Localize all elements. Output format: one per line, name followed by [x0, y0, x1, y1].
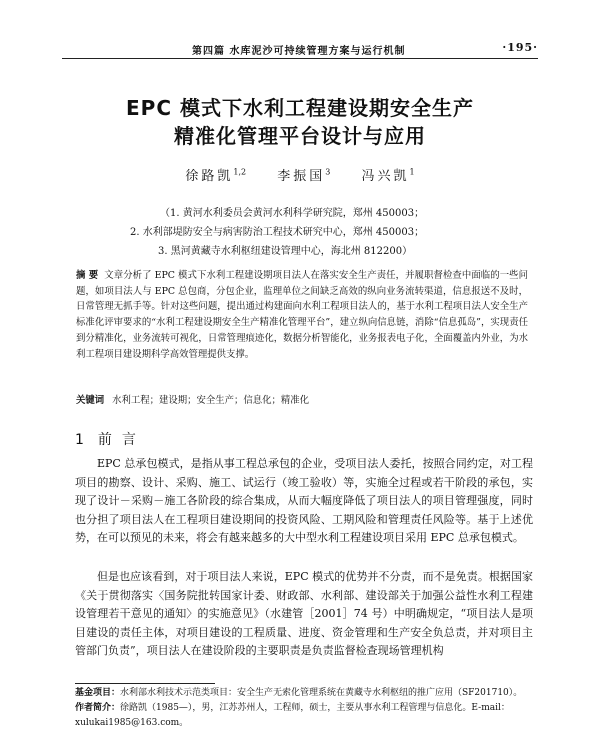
funding-note — [75, 686, 533, 701]
body-paragraph: EPC 总承包模式，是指从事工程总承包的企业，受项目法人委托，按照合同约定，对工程项目的勘察、设计、采购、施工、试运行（竣工验收）等，实施全过程或若干阶段的承包，实现了设计－采购－施工各阶段的综合集成，从而大幅度降低了项目法人的项目管理强度，同时也分担了项目法人在工程项目建设期间的投资风险、工期风险和管理责任风险等。基于上述优势，在可以预见的未来，将会有越来越多的大中型水利工程建设项目采用 EPC 总承包模式。 — [75, 457, 533, 545]
author-name: 李振国 — [277, 169, 326, 184]
funding-text: 水利部水利技术示范类项目：安全生产无索化管理系统在黄藏寺水利枢纽的推广应用（SF201710）。 — [120, 688, 523, 698]
author-affiliation-mark: 1 — [409, 167, 415, 177]
footnotes — [75, 686, 533, 731]
affiliation-line: 3. 黑河黄藏寺水利枢纽建设管理中心，海北州 812200） — [158, 246, 413, 257]
running-header — [62, 40, 538, 59]
keywords-label: 关键词 — [76, 395, 105, 406]
keywords-text: 水利工程；建设期；安全生产；信息化；精准化 — [112, 395, 310, 406]
funding-label: 基金项目： — [75, 688, 121, 698]
affiliations — [0, 204, 600, 261]
page-number: ·195· — [502, 41, 538, 54]
author-bio-text: 徐路凯（1985—），男，江苏苏州人，工程师，硕士，主要从事水利工程管理与信息化。E-mail： — [120, 703, 510, 713]
author — [185, 169, 246, 184]
footnote-divider — [75, 683, 215, 684]
author — [362, 169, 415, 184]
author — [277, 169, 330, 184]
author-list — [0, 165, 600, 184]
affiliation-line: 2. 水利部堤防安全与病害防治工程技术研究中心，郑州 450003； — [130, 227, 425, 238]
author-bio-note — [75, 701, 533, 731]
section-heading — [75, 429, 146, 449]
abstract — [76, 268, 528, 362]
paper-title-line-1: EPC 模式下水利工程建设期安全生产 — [126, 96, 474, 120]
author-affiliation-mark: 1,2 — [233, 167, 247, 177]
body-paragraph: 但是也应该看到，对于项目法人来说，EPC 模式的优势并不分责，而不是免责。根据国家《关于贯彻落实〈国务院批转国家计委、财政部、水利部、建设部关于加强公益性水利工程建设管理若干意见的通知〉的实施意见》（水建管［2001］74 号）中明确规定，“项目法人是项目建设的责任主体，对项目建设的工程质量、进度、资金管理和生产安全负总责，并对项目主管部门负责”，项目法人在建设阶段的主要职责是负责监督检查现场管理机构 — [75, 570, 533, 658]
author-bio-label: 作者简介： — [75, 703, 121, 713]
chapter-title: 第四篇 水库泥沙可持续管理方案与运行机制 — [192, 46, 406, 57]
section-title: 前言 — [97, 432, 146, 448]
section-number: 1 — [75, 432, 84, 448]
affiliation-line: （1. 黄河水利委员会黄河水利科学研究院，郑州 450003； — [160, 208, 425, 219]
author-affiliation-mark: 3 — [325, 167, 331, 177]
author-name: 冯兴凯 — [361, 169, 410, 184]
abstract-text: 文章分析了 EPC 模式下水利工程建设期项目法人在落实安全生产责任，并履职督检查中面临的一些问题，如项目法人与 EPC 总包商，分包企业，监理单位之间缺乏高效的纵向业务流转渠道，信息报送不及时，日常管理无抓手等。针对这些问题，提出通过构建面向水利工程项目法人的，基于水利工程项目法人安全生产标准化评审要求的“水利工程建设期安全生产精准化管理平台”，建立纵向信息链，消除“信息孤岛”，实现责任到分精准化，业务流转可视化，日常管理痕迹化，数据分析智能化，业务报表电子化，全面覆盖内外业，为水利工程项目建设期科学高效管理提供支撑。 — [76, 270, 529, 360]
author-email: xulukai1985@163.com。 — [75, 718, 189, 728]
keywords — [76, 392, 528, 406]
paper-title-line-2: 精准化管理平台设计与应用 — [174, 124, 426, 148]
abstract-label: 摘 要 — [76, 270, 99, 281]
author-name: 徐路凯 — [185, 169, 234, 184]
